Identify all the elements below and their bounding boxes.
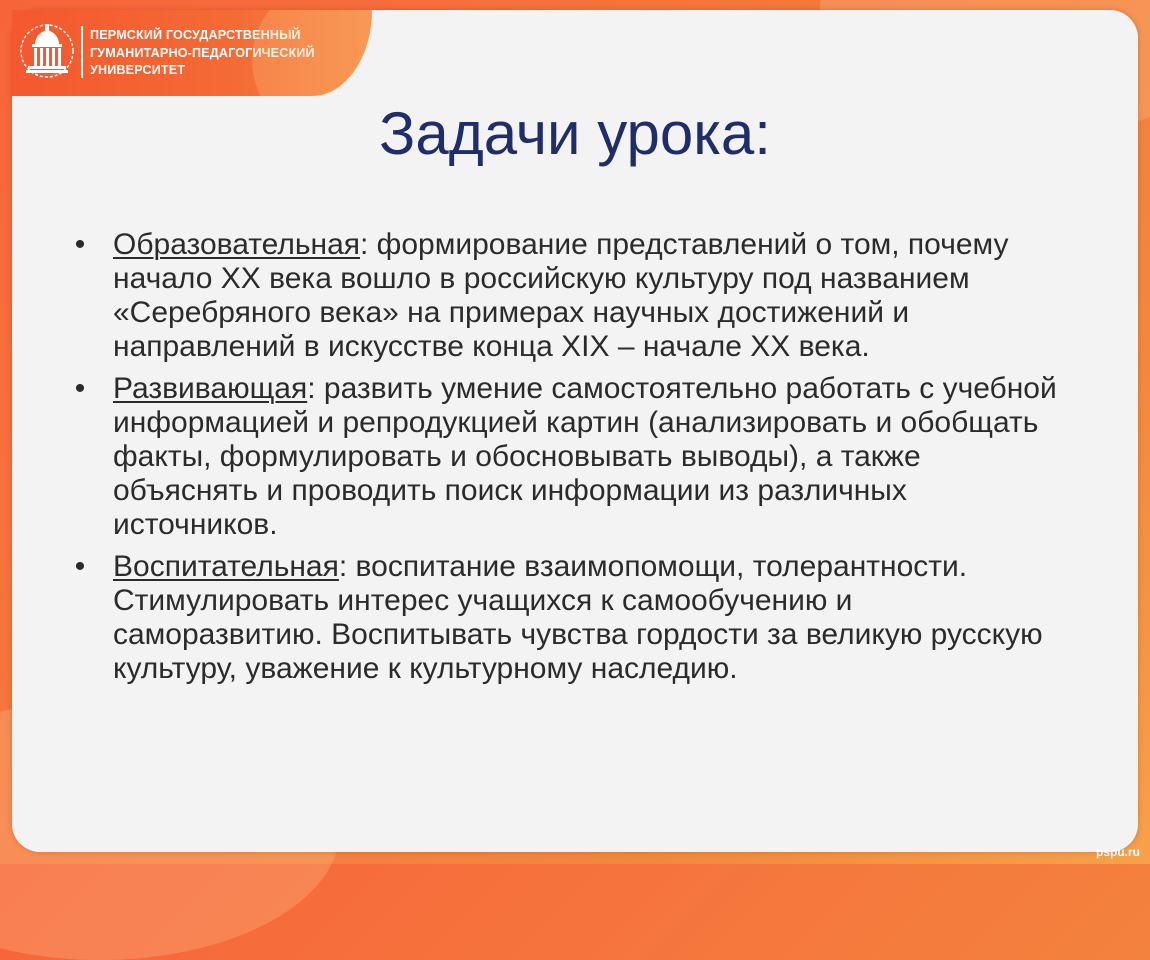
university-building-icon — [18, 18, 76, 84]
task-item-developmental — [70, 372, 1070, 542]
logo-divider — [81, 26, 83, 78]
task-item-educational — [70, 228, 1070, 364]
task-label: Воспитательная — [113, 550, 339, 583]
slide-title: Задачи урока: — [379, 100, 771, 167]
task-label: Развивающая — [113, 372, 308, 405]
task-label: Образовательная — [113, 228, 361, 261]
bullet: • — [74, 372, 86, 405]
task-text: : формирование представлений о том, почему начало ХХ века вошло в российскую культуру под названием «Серебряного века» на примерах научных достижений и направлений в искусстве конца XIX – начале XX века. — [113, 228, 1009, 363]
task-text: : развить умение самостоятельно работать с учебной информацией и репродукцией картин (анализировать и обобщать факты, формулировать и обосновывать выводы), а также объяснять и проводить поиск информации из различных источников. — [113, 372, 1057, 541]
task-item-upbringing — [70, 550, 1070, 686]
university-name — [90, 27, 315, 80]
task-list — [70, 228, 1070, 694]
bullet: • — [74, 550, 86, 583]
university-name-line: ГУМАНИТАРНО-ПЕДАГОГИЧЕСКИЙ — [90, 45, 315, 60]
university-name-line: ПЕРМСКИЙ ГОСУДАРСТВЕННЫЙ — [90, 28, 301, 42]
university-name-line: УНИВЕРСИТЕТ — [90, 63, 186, 77]
header-band — [12, 10, 372, 96]
task-text: : воспитание взаимопомощи, толерантности. Стимулировать интерес учащихся к самообучению и саморазвитию. Воспитывать чувства гордости за великую русскую культуру, уважение к культурному наследию. — [113, 550, 1043, 685]
bullet: • — [74, 228, 86, 261]
footer-site-link: pspu.ru — [1096, 845, 1140, 859]
